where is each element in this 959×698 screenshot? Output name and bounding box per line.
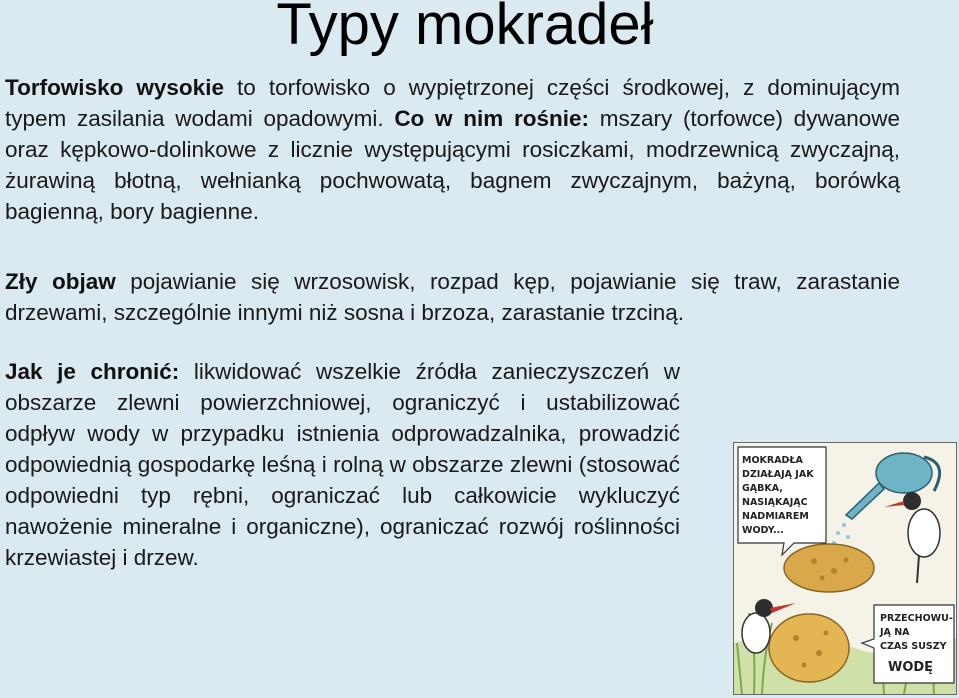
page-title: Typy mokradeł: [276, 0, 654, 57]
paragraph-bad-signs: [5, 266, 900, 328]
term-bad-sign: Zły objaw: [5, 269, 116, 294]
paragraph-protection: [5, 356, 680, 573]
bubble2-line: PRZECHOWU-: [880, 613, 953, 624]
bad-signs-text: pojawianie się wrzosowisk, rozpad kęp, pojawianie się traw, zarastanie drzewami, szczególnie innymi niż sosna i brzoza, zarastanie trzciną.: [5, 269, 901, 325]
paragraph-raised-bog: [5, 72, 900, 227]
bubble1-line: NADMIAREM: [742, 511, 809, 522]
protection-text: likwidować wszelkie źródła zanieczyszczeń w obszarze zlewni powierzchniowej, ograniczyć i ustabilizować odpływ wody w przypadku istnienia odprowadzalnika, prowadzić odpowiednią gospodarkę leśną i rolną w obszarze zlewni (stosować odpowiedni typ rębni, ograniczać lub całkowicie wykluczyć nawożenie mineralne i organiczne), ograniczać rozwój roślinności krzewiastej i drzew.: [5, 359, 680, 570]
what-grows-text: mszary (torfowce) dywanowe oraz kępkowo-dolinkowe z licznie występującymi rosiczkami, modrzewnicą zwyczajną, żurawiną błotną, wełnianką pochwowatą, bagnem zwyczajnym, bażyną, borówką bagienną, bory bagienne.: [5, 106, 900, 224]
term-how-to-protect: Jak je chronić:: [5, 359, 180, 384]
bubble2-line: WODĘ: [888, 660, 934, 675]
bubble1-line: MOKRADŁA: [742, 455, 803, 466]
sponge-icon: [769, 614, 849, 682]
cartoon-drawing: [734, 443, 956, 694]
cartoon-illustration: [733, 442, 957, 695]
sponge-icon: [784, 544, 874, 592]
bubble1-line: WODY...: [742, 525, 784, 536]
bubble1-line: NASIĄKAJĄC: [742, 497, 808, 508]
bubble1-line: GĄBKA,: [742, 483, 783, 494]
bubble2-line: JĄ NA: [880, 627, 910, 638]
raised-bog-definition: to torfowisko o wypiętrzonej części środkowej, z dominującym typem zasilania wodami opadowymi.: [5, 75, 900, 131]
bubble2-line: CZAS SUSZY: [880, 641, 947, 652]
term-what-grows: Co w nim rośnie:: [394, 106, 589, 131]
bubble1-line: DZIAŁAJĄ JAK: [742, 469, 814, 480]
term-raised-bog: Torfowisko wysokie: [5, 75, 224, 100]
